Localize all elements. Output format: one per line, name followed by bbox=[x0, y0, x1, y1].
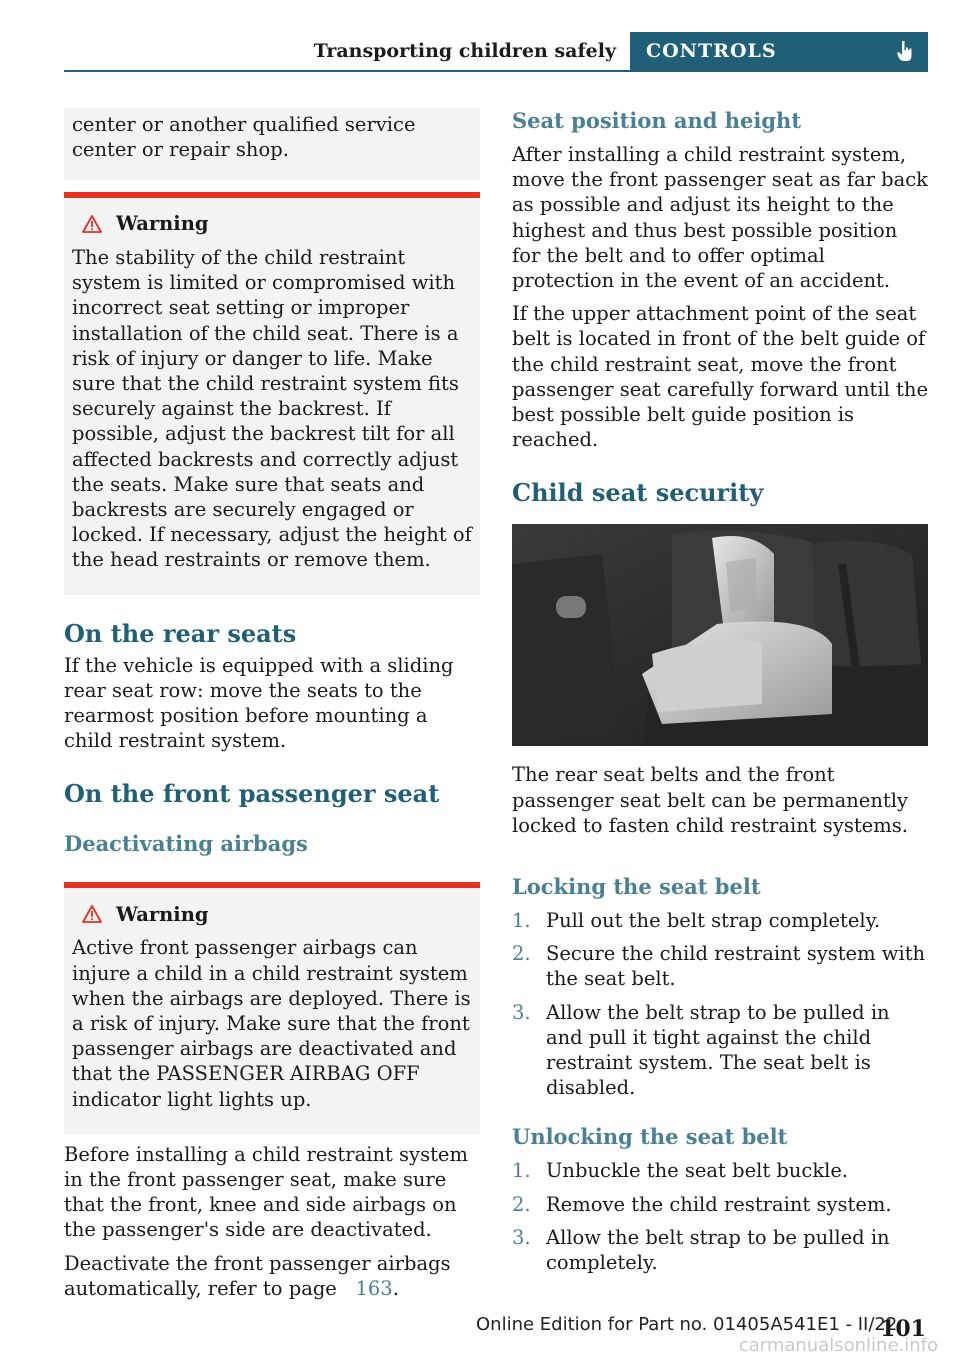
child-seat-photo bbox=[512, 524, 928, 746]
subheading-deactivating-airbags: Deactivating airbags bbox=[64, 831, 308, 857]
photo-caption: The rear seat belts and the front passenger seat belt can be permanently locked to fasten child restraint systems. bbox=[512, 763, 908, 837]
continued-note-box bbox=[64, 108, 480, 180]
warning-title-label: Warning bbox=[116, 902, 209, 926]
subheading-unlocking-seat-belt: Unlocking the seat belt bbox=[512, 1124, 788, 1150]
step-text: Allow the belt strap to be pulled in and pull it tight against the child restraint system. The seat belt is disabled. bbox=[546, 1000, 890, 1100]
step-text: Pull out the belt strap completely. bbox=[546, 909, 881, 933]
subheading-seat-position-height: Seat position and height bbox=[512, 108, 802, 133]
before-installing-text: Before installing a child restraint system in the front passenger seat, make sure that the front, knee and side airbags on the passenger's side are deactivated. bbox=[64, 1142, 468, 1242]
section-heading-front-passenger-seat: On the front passenger seat bbox=[64, 779, 440, 809]
deactivate-airbags-text bbox=[64, 1251, 480, 1301]
pointing-hand-icon bbox=[896, 40, 914, 62]
right-column bbox=[512, 108, 928, 1283]
step-number: 2. bbox=[512, 1192, 531, 1216]
left-column bbox=[64, 108, 480, 1301]
page-number: 101 bbox=[880, 1316, 926, 1342]
locking-steps-list bbox=[512, 908, 928, 1100]
list-item bbox=[512, 941, 928, 991]
header-chapter-tab[interactable] bbox=[630, 32, 928, 70]
list-item bbox=[512, 1225, 928, 1275]
section-heading-child-seat-security: Child seat security bbox=[512, 478, 764, 508]
unlocking-steps-list bbox=[512, 1158, 928, 1275]
list-item bbox=[512, 908, 928, 933]
header-section-title: Transporting children safely bbox=[313, 40, 616, 62]
seat-position-paragraph-2: If the upper attachment point of the seat belt is located in front of the belt guide of the child restraint seat, move the front passenger seat carefully forward until the best possible belt guide position is reached. bbox=[512, 302, 929, 452]
subheading-locking-seat-belt: Locking the seat belt bbox=[512, 874, 761, 900]
step-number: 1. bbox=[512, 909, 531, 933]
step-text: Allow the belt strap to be pulled in completely. bbox=[546, 1225, 890, 1275]
warning-title bbox=[72, 902, 472, 926]
warning-box-airbags bbox=[64, 882, 480, 1133]
rear-seats-text: If the vehicle is equipped with a sliding rear seat row: move the seats to the rearmost position before mounting a child restraint system. bbox=[64, 653, 454, 753]
list-item bbox=[512, 1158, 928, 1183]
warning-triangle-icon bbox=[82, 905, 102, 923]
header-chapter-label: CONTROLS bbox=[646, 40, 777, 62]
sentence-period: . bbox=[392, 1276, 399, 1300]
step-number: 3. bbox=[512, 1225, 531, 1249]
list-item bbox=[512, 1192, 928, 1217]
warning-body: The stability of the child restraint system is limited or compromised with incorrect seat setting or improper installation of the child seat. There is a risk of injury or danger to life. Make sure that the child restraint system fits securely against the backrest. If possible, adjust the backrest tilt for all affected backrests and correctly adjust the seats. Make sure that seats and backrests are securely engaged or locked. If necessary, adjust the height of the head restraints or remove them. bbox=[72, 246, 472, 572]
step-text: Remove the child restraint system. bbox=[546, 1192, 892, 1216]
step-text: Unbuckle the seat belt buckle. bbox=[546, 1159, 849, 1183]
warning-title-label: Warning bbox=[116, 212, 209, 236]
continued-note-text: center or another qualified service center or repair shop. bbox=[72, 113, 416, 162]
warning-box-stability bbox=[64, 192, 480, 595]
page-reference-link[interactable]: 163 bbox=[355, 1276, 393, 1300]
page-header bbox=[64, 32, 928, 72]
seat-position-paragraph-1: After installing a child restraint system, move the front passenger seat as far back as possible and adjust its height to the highest and thus best possible position for the belt and to offer optimal protection in the event of an accident. bbox=[512, 143, 929, 293]
section-heading-rear-seats: On the rear seats bbox=[64, 618, 297, 648]
step-number: 3. bbox=[512, 1000, 531, 1024]
warning-triangle-icon bbox=[82, 215, 102, 233]
child-seat-illustration bbox=[512, 524, 928, 746]
deactivate-airbags-sentence: Deactivate the front passenger airbags automatically, refer to page bbox=[64, 1251, 451, 1300]
list-item bbox=[512, 1000, 928, 1101]
warning-body: Active front passenger airbags can injure a child in a child restraint system when the airbags are deployed. There is a risk of injury. Make sure that the front passenger airbags are deactivated and that the PASSENGER AIRBAG OFF indicator light lights up. bbox=[72, 936, 471, 1111]
edition-footer: Online Edition for Part no. 01405A541E1 - II/22 bbox=[476, 1314, 898, 1335]
step-number: 1. bbox=[512, 1159, 531, 1183]
warning-title bbox=[72, 212, 472, 236]
header-rule bbox=[64, 70, 928, 72]
step-number: 2. bbox=[512, 942, 531, 966]
step-text: Secure the child restraint system with the seat belt. bbox=[546, 942, 926, 991]
watermark: carmanualsonline.info bbox=[738, 1335, 938, 1356]
